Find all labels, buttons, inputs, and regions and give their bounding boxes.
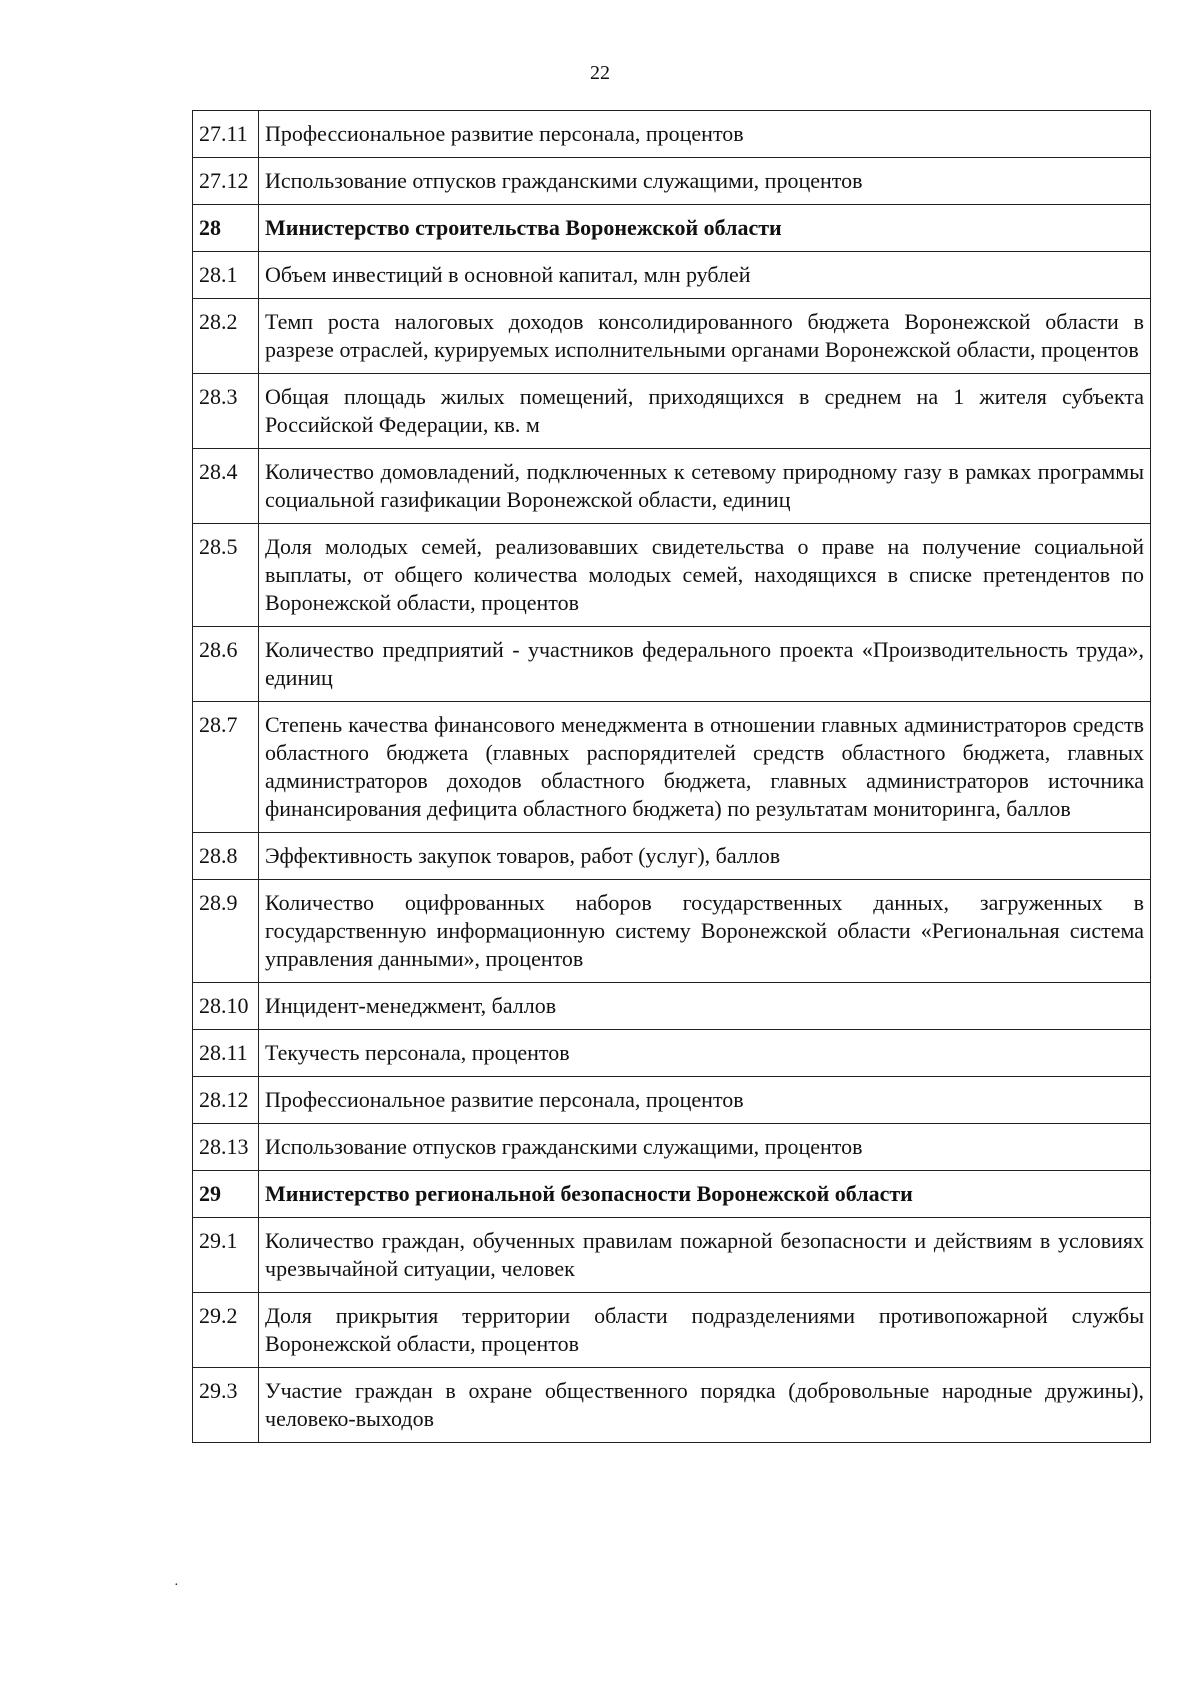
indicator-text: Участие граждан в охране общественного порядка (добровольные народные дружины), человеко-выходов — [259, 1368, 1151, 1443]
row-number: 28.2 — [193, 299, 259, 374]
table-row — [193, 1030, 1151, 1077]
row-number: 28.1 — [193, 252, 259, 299]
row-number: 28.3 — [193, 374, 259, 449]
table-row — [193, 158, 1151, 205]
row-number: 28.5 — [193, 524, 259, 627]
row-number: 28.11 — [193, 1030, 259, 1077]
indicator-text: Объем инвестиций в основной капитал, млн рублей — [259, 252, 1151, 299]
indicator-text: Текучесть персонала, процентов — [259, 1030, 1151, 1077]
section-row — [193, 205, 1151, 252]
row-number: 29.3 — [193, 1368, 259, 1443]
row-number: 27.11 — [193, 111, 259, 158]
table-row — [193, 983, 1151, 1030]
indicator-text: Количество предприятий - участников федерального проекта «Производительность труда», единиц — [259, 627, 1151, 702]
row-number: 29.1 — [193, 1218, 259, 1293]
table-row — [193, 1124, 1151, 1171]
row-number: 28.6 — [193, 627, 259, 702]
indicator-text: Количество оцифрованных наборов государственных данных, загруженных в государственную информационную систему Воронежской области «Региональная система управления данными», процентов — [259, 880, 1151, 983]
indicator-text: Использование отпусков гражданскими служащими, процентов — [259, 158, 1151, 205]
table-row — [193, 1293, 1151, 1368]
table-row — [193, 1077, 1151, 1124]
row-number: 28.10 — [193, 983, 259, 1030]
table-row — [193, 252, 1151, 299]
row-number: 28.12 — [193, 1077, 259, 1124]
indicator-text: Эффективность закупок товаров, работ (услуг), баллов — [259, 833, 1151, 880]
table-row — [193, 299, 1151, 374]
indicators-table — [192, 110, 1151, 1443]
row-number: 28 — [193, 205, 259, 252]
row-number: 28.8 — [193, 833, 259, 880]
indicator-text: Доля молодых семей, реализовавших свидетельства о праве на получение социальной выплаты, от общего количества молодых семей, находящихся в списке претендентов по Воронежской области, процентов — [259, 524, 1151, 627]
indicator-text: Общая площадь жилых помещений, приходящихся в среднем на 1 жителя субъекта Российской Федерации, кв. м — [259, 374, 1151, 449]
table-row — [193, 524, 1151, 627]
indicator-text: Использование отпусков гражданскими служащими, процентов — [259, 1124, 1151, 1171]
indicator-text: Количество домовладений, подключенных к сетевому природному газу в рамках программы социальной газификации Воронежской области, единиц — [259, 449, 1151, 524]
row-number: 28.9 — [193, 880, 259, 983]
table-row — [193, 111, 1151, 158]
indicator-text: Темп роста налоговых доходов консолидированного бюджета Воронежской области в разрезе отраслей, курируемых исполнительными органами Воронежской области, процентов — [259, 299, 1151, 374]
indicator-text: Количество граждан, обученных правилам пожарной безопасности и действиям в условиях чрезвычайной ситуации, человек — [259, 1218, 1151, 1293]
section-row — [193, 1171, 1151, 1218]
indicators-table-body — [193, 111, 1151, 1443]
table-row — [193, 449, 1151, 524]
indicator-text: Профессиональное развитие персонала, процентов — [259, 1077, 1151, 1124]
row-number: 28.7 — [193, 702, 259, 833]
row-number: 29.2 — [193, 1293, 259, 1368]
table-row — [193, 880, 1151, 983]
table-row — [193, 702, 1151, 833]
section-title: Министерство строительства Воронежской области — [259, 205, 1151, 252]
indicator-text: Степень качества финансового менеджмента в отношении главных администраторов средств областного бюджета (главных распорядителей средств областного бюджета, главных администраторов доходов областного бюджета, главных администраторов источника финансирования дефицита областного бюджета) по результатам мониторинга, баллов — [259, 702, 1151, 833]
indicator-text: Инцидент-менеджмент, баллов — [259, 983, 1151, 1030]
indicator-text: Профессиональное развитие персонала, процентов — [259, 111, 1151, 158]
indicator-text: Доля прикрытия территории области подразделениями противопожарной службы Воронежской области, процентов — [259, 1293, 1151, 1368]
table-row — [193, 1218, 1151, 1293]
table-row — [193, 627, 1151, 702]
stray-mark: · — [174, 1578, 179, 1593]
row-number: 29 — [193, 1171, 259, 1218]
row-number: 28.13 — [193, 1124, 259, 1171]
row-number: 28.4 — [193, 449, 259, 524]
page-number: 22 — [590, 62, 610, 84]
table-row — [193, 833, 1151, 880]
table-row — [193, 1368, 1151, 1443]
table-row — [193, 374, 1151, 449]
section-title: Министерство региональной безопасности Воронежской области — [259, 1171, 1151, 1218]
row-number: 27.12 — [193, 158, 259, 205]
